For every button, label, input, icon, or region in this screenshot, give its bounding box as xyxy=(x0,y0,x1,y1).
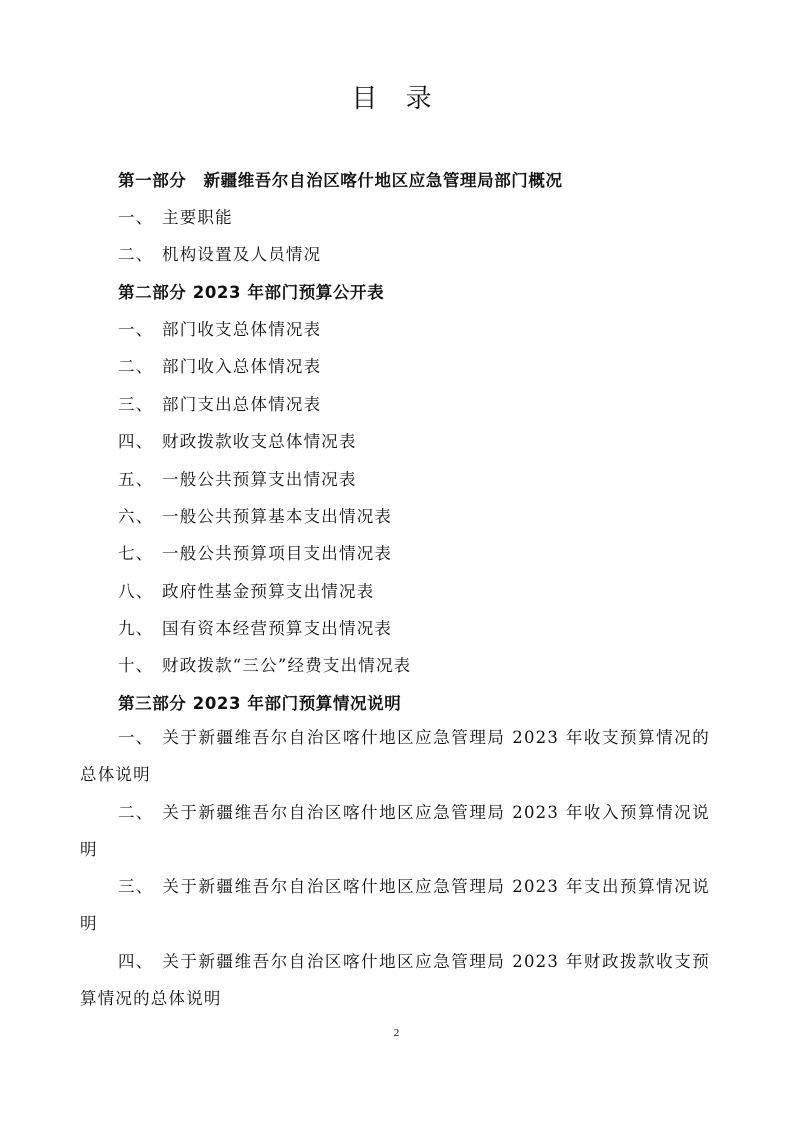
item-number: 三、 xyxy=(118,877,154,896)
part1-heading: 第一部分 新疆维吾尔自治区喀什地区应急管理局部门概况 xyxy=(118,171,563,190)
item-number: 九、 xyxy=(118,619,154,638)
item-text: 主要职能 xyxy=(162,208,233,227)
item-number: 一、 xyxy=(118,208,154,227)
item-number: 一、 xyxy=(118,728,154,747)
item-number: 四、 xyxy=(118,952,154,971)
item-text: 一般公共预算支出情况表 xyxy=(162,470,357,489)
item-text: 关于新疆维吾尔自治区喀什地区应急管理局 2023 年收支预算情况的总体说明 xyxy=(80,728,710,784)
item-text: 关于新疆维吾尔自治区喀什地区应急管理局 2023 年财政拨款收支预算情况的总体说明 xyxy=(80,952,710,1008)
toc-title: 目 录 xyxy=(351,84,442,114)
toc-item xyxy=(80,943,710,1017)
item-text: 一般公共预算基本支出情况表 xyxy=(162,507,393,526)
toc-item xyxy=(80,794,710,868)
toc-item xyxy=(118,540,718,564)
toc-item xyxy=(118,503,718,527)
toc-item xyxy=(118,466,718,490)
item-text: 部门收入总体情况表 xyxy=(162,357,322,376)
item-text: 机构设置及人员情况 xyxy=(162,245,322,264)
item-number: 六、 xyxy=(118,507,154,526)
toc-item xyxy=(118,428,718,452)
item-number: 十、 xyxy=(118,656,154,675)
item-text: 关于新疆维吾尔自治区喀什地区应急管理局 2023 年收入预算情况说明 xyxy=(80,803,710,859)
item-number: 二、 xyxy=(118,357,154,376)
toc-item xyxy=(80,868,710,942)
item-number: 二、 xyxy=(118,803,154,822)
toc-item xyxy=(118,241,718,265)
item-text: 关于新疆维吾尔自治区喀什地区应急管理局 2023 年支出预算情况说明 xyxy=(80,877,710,933)
toc-item xyxy=(118,204,718,228)
toc-item xyxy=(118,353,718,377)
part2-heading: 第二部分 2023 年部门预算公开表 xyxy=(118,283,385,302)
toc-item xyxy=(80,719,710,793)
page-number: 2 xyxy=(393,1027,400,1039)
item-text: 财政拨款收支总体情况表 xyxy=(162,432,357,451)
item-number: 二、 xyxy=(118,245,154,264)
item-text: 一般公共预算项目支出情况表 xyxy=(162,544,393,563)
toc-item xyxy=(118,578,718,602)
item-text: 部门收支总体情况表 xyxy=(162,320,322,339)
toc-item xyxy=(118,391,718,415)
toc-item xyxy=(118,615,718,639)
item-text: 财政拨款“三公”经费支出情况表 xyxy=(162,656,412,675)
item-number: 一、 xyxy=(118,320,154,339)
part3-heading: 第三部分 2023 年部门预算情况说明 xyxy=(118,694,402,713)
item-number: 五、 xyxy=(118,470,154,489)
item-number: 四、 xyxy=(118,432,154,451)
item-number: 八、 xyxy=(118,582,154,601)
toc-item xyxy=(118,652,718,676)
item-text: 部门支出总体情况表 xyxy=(162,395,322,414)
item-number: 三、 xyxy=(118,395,154,414)
item-text: 国有资本经营预算支出情况表 xyxy=(162,619,393,638)
item-text: 政府性基金预算支出情况表 xyxy=(162,582,375,601)
toc-item xyxy=(118,316,718,340)
item-number: 七、 xyxy=(118,544,154,563)
